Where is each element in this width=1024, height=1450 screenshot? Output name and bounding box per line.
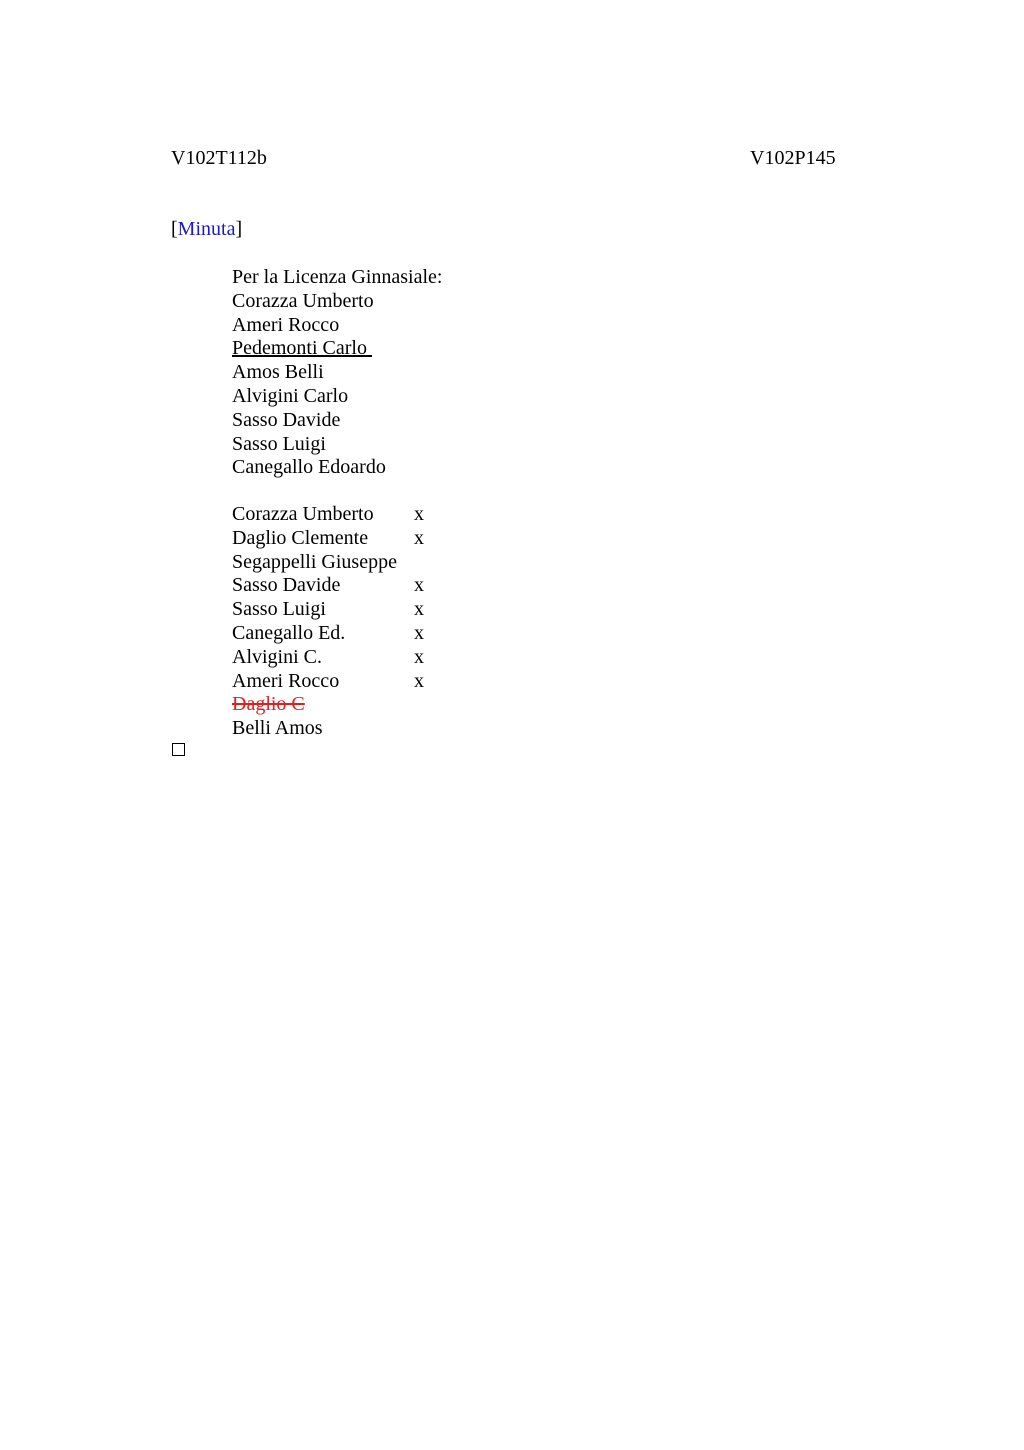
list-item: Alvigini Carlo — [232, 384, 349, 407]
struck-name: Daglio C — [232, 693, 305, 716]
list-item: Corazza Umberto — [232, 289, 374, 312]
row-name: Corazza Umberto — [232, 503, 374, 525]
row-mark: x — [414, 598, 424, 621]
row-mark: x — [414, 574, 424, 597]
table-row — [232, 502, 632, 526]
minuta-word: Minuta — [177, 218, 236, 240]
minuta-label — [171, 217, 242, 241]
row-name: Daglio Clemente — [232, 526, 369, 549]
list-item: Canegallo Edoardo — [232, 456, 386, 479]
table-row — [232, 573, 632, 597]
row-mark: x — [414, 503, 424, 525]
minuta-open-bracket: [ — [171, 218, 178, 240]
list-heading: Per la Licenza Ginnasiale: — [232, 266, 443, 288]
row-name: Belli Amos — [232, 717, 323, 740]
row-mark: x — [414, 645, 424, 668]
table-row — [232, 645, 632, 669]
table-row — [232, 526, 632, 550]
list-item: Sasso Davide — [232, 408, 341, 431]
table-row — [232, 550, 632, 574]
row-name: Canegallo Ed. — [232, 621, 346, 644]
underlined-name: Pedemonti Carlo — [232, 337, 372, 360]
minuta-close-bracket: ] — [235, 218, 243, 240]
list-item: Amos Belli — [232, 361, 324, 384]
right-document-code: V102P145 — [750, 147, 836, 169]
table-row — [232, 716, 632, 740]
row-name: Alvigini C. — [232, 645, 323, 668]
row-name: Sasso Davide — [232, 574, 341, 597]
left-document-code: V102T112b — [171, 147, 267, 169]
table-row — [232, 621, 632, 645]
row-mark: x — [414, 621, 424, 644]
row-name: Segappelli Giuseppe — [232, 550, 397, 573]
table-row — [232, 669, 632, 693]
list-item — [232, 336, 632, 360]
row-name: Sasso Luigi — [232, 598, 326, 621]
licenza-ginnasiale-list — [232, 265, 632, 479]
table-row — [232, 692, 632, 716]
checked-names-list — [232, 502, 632, 740]
row-mark: x — [414, 669, 424, 692]
row-name: Ameri Rocco — [232, 669, 340, 692]
table-row — [232, 597, 632, 621]
end-square-icon — [172, 743, 185, 756]
list-item: Sasso Luigi — [232, 432, 326, 455]
row-mark: x — [414, 526, 424, 549]
list-item: Ameri Rocco — [232, 313, 340, 336]
